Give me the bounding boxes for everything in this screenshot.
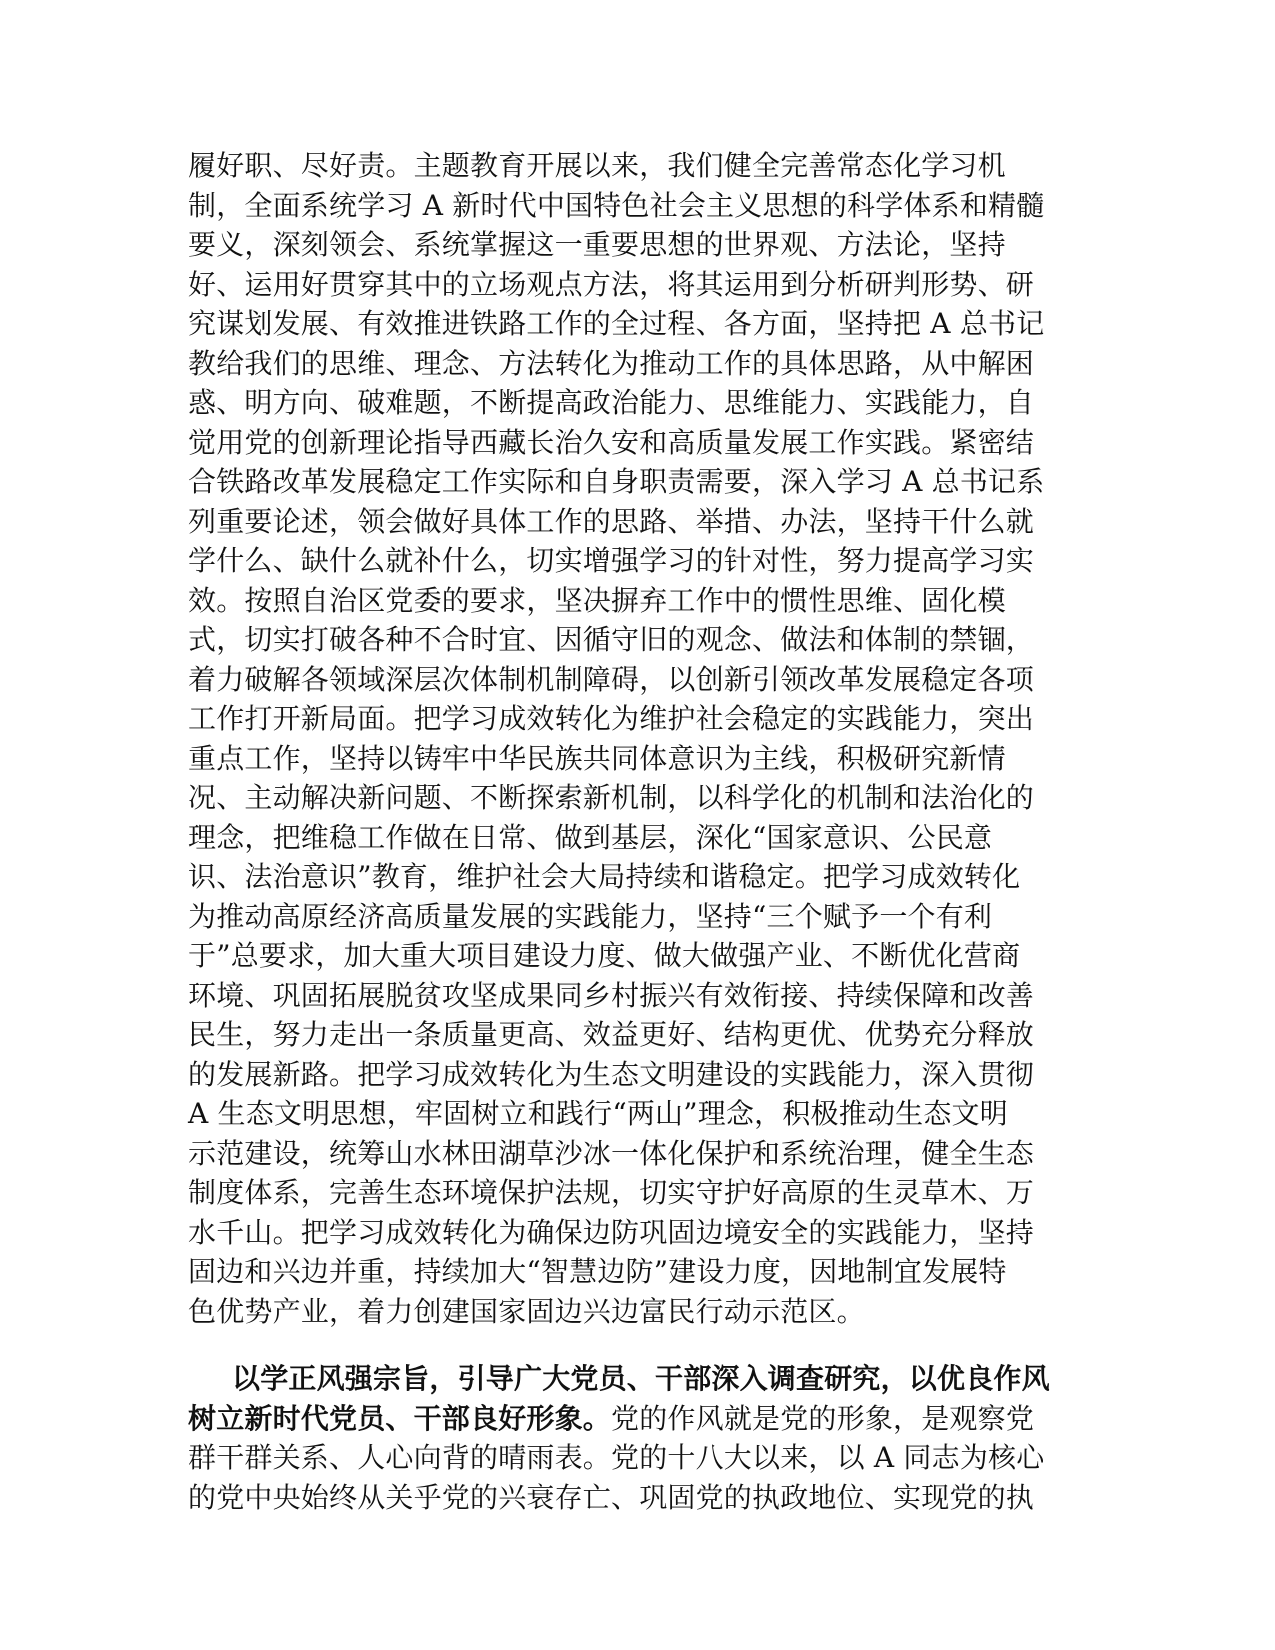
text-line: 水千山。把学习成效转化为确保边防巩固边境安全的实践能力，坚持: [188, 1215, 1035, 1249]
text-line: 识、法治意识”教育，维护社会大局持续和谐稳定。把学习成效转化: [188, 860, 1021, 893]
text-line: 要义，深刻领会、系统掌握这一重要思想的世界观、方法论，坚持: [188, 228, 1006, 261]
text-line: 为推动高原经济高质量发展的实践能力，坚持“三个赋予一个有利: [188, 899, 993, 933]
text-line: 觉用党的创新理论指导西藏长治久安和高质量发展工作实践。紧密结: [188, 425, 1035, 459]
text-line: 色优势产业，着力创建国家固边兴边富民行动示范区。: [188, 1294, 865, 1328]
text-line: 于”总要求，加大重大项目建设力度、做大做强产业、不断优化营商: [188, 939, 1021, 972]
text-line: 制度体系，完善生态环境保护法规，切实守护好高原的生灵草木、万: [188, 1176, 1035, 1209]
text-line: 效。按照自治区党委的要求，坚决摒弃工作中的惯性思维、固化模: [188, 583, 1006, 617]
text-line: 学什么、缺什么就补什么，切实增强学习的针对性，努力提高学习实: [188, 544, 1035, 577]
text-line: 着力破解各领域深层次体制机制障碍，以创新引领改革发展稳定各项: [188, 662, 1035, 696]
text-line: 况、主动解决新问题、不断探索新机制，以科学化的机制和法治化的: [188, 781, 1035, 814]
text-line: 重点工作，坚持以铸牢中华民族共同体意识为主线，积极研究新情: [188, 741, 1006, 775]
text-line: 民生，努力走出一条质量更高、效益更好、结构更优、优势充分释放: [188, 1018, 1035, 1051]
text-line: 教给我们的思维、理念、方法转化为推动工作的具体思路，从中解困: [188, 346, 1035, 380]
text-line: 究谋划发展、有效推进铁路工作的全过程、各方面，坚持把 A 总书记: [188, 307, 1045, 340]
document-body: [188, 146, 1068, 1517]
text-line: 理念，把维稳工作做在日常、做到基层，深化“国家意识、公民意: [188, 820, 993, 854]
text-line: A 生态文明思想，牢固树立和践行“两山”理念，积极推动生态文明: [188, 1097, 1008, 1130]
text-line-heading: [188, 1359, 1068, 1399]
text-line: 固边和兴边并重，持续加大“智慧边防”建设力度，因地制宜发展特: [188, 1255, 1007, 1288]
text-line: 群干群关系、人心向背的晴雨表。党的十八大以来，以 A 同志为核心: [188, 1441, 1045, 1474]
text-line: 合铁路改革发展稳定工作实际和自身职责需要，深入学习 A 总书记系: [188, 465, 1045, 498]
paragraph-work-style: [188, 1359, 1068, 1517]
text-line: 制，全面系统学习 A 新时代中国特色社会主义思想的科学体系和精髓: [188, 188, 1045, 222]
paragraph-study-mechanism: [188, 146, 1068, 1331]
bold-lead-sentence: 树立新时代党员、干部良好形象。: [188, 1401, 612, 1435]
text-line: 环境、巩固拓展脱贫攻坚成果同乡村振兴有效衔接、持续保障和改善: [188, 978, 1035, 1012]
text-line: 履好职、尽好责。主题教育开展以来，我们健全完善常态化学习机: [188, 149, 1006, 182]
text-line: [188, 1399, 1068, 1439]
text-line: 工作打开新局面。把学习成效转化为维护社会稳定的实践能力，突出: [188, 702, 1035, 735]
text-line: 示范建设，统筹山水林田湖草沙冰一体化保护和系统治理，健全生态: [188, 1136, 1035, 1170]
text-line: 式，切实打破各种不合时宜、因循守旧的观念、做法和体制的禁锢，: [188, 623, 1035, 656]
paragraph-gap: [188, 1331, 1068, 1359]
text-line: 的发展新路。把学习成效转化为生态文明建设的实践能力，深入贯彻: [188, 1057, 1035, 1091]
text-line: 惑、明方向、破难题，不断提高政治能力、思维能力、实践能力，自: [188, 386, 1035, 419]
bold-lead-sentence: 以学正风强宗旨，引导广大党员、干部深入调查研究，以优良作风: [232, 1362, 1050, 1395]
text-line: 的党中央始终从关乎党的兴衰存亡、巩固党的执政地位、实现党的执: [188, 1480, 1035, 1514]
text-line: 列重要论述，领会做好具体工作的思路、举措、办法，坚持干什么就: [188, 504, 1035, 538]
text-line: 好、运用好贯穿其中的立场观点方法，将其运用到分析研判形势、研: [188, 267, 1035, 301]
body-text: 党的作风就是党的形象，是观察党: [611, 1401, 1035, 1435]
